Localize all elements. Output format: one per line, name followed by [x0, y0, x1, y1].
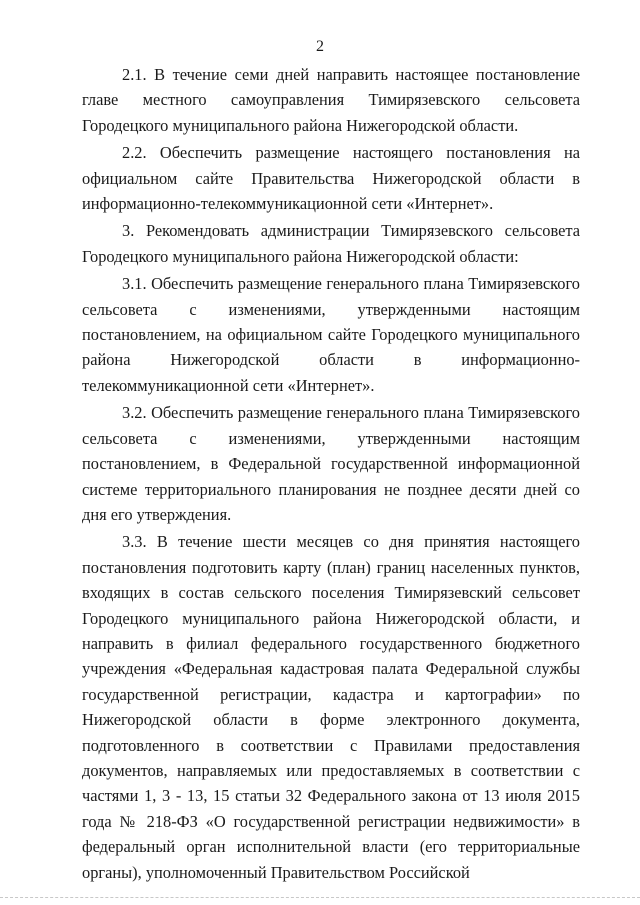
page-number: 2: [316, 38, 324, 55]
paragraph-2-2: 2.2. Обеспечить размещение настоящего постановления на официальном сайте Правительства Нижегородской области в информационно-телекоммуникационной сети «Интернет».: [82, 143, 580, 214]
paragraph-3-2: 3.2. Обеспечить размещение генерального плана Тимирязевского сельсовета с изменениями, утвержденными настоящим постановлением, в Федеральной государственной информационной системе территориального планирования не позднее десяти дней со дня его утверждения.: [82, 403, 580, 524]
paragraph-3-3: 3.3. В течение шести месяцев со дня принятия настоящего постановления подготовить карту (план) границ населенных пунктов, входящих в состав сельского поселения Тимирязевский сельсовет Городецкого муниципального района Нижегородской области, и направить в филиал федерального государственного бюджетного учреждения «Федеральная кадастровая палата Федеральной службы государственной регистрации, кадастра и картографии» по Нижегородской области в форме электронного документа, подготовленного в соответствии с Правилами предоставления документов, направляемых или предоставляемых в соответствии с частями 1, 3 - 13, 15 статьи 32 Федерального закона от 13 июля 2015 года № 218-ФЗ «О государственной регистрации недвижимости» в федеральный орган исполнительной власти (его территориальные органы), уполномоченный Правительством Российской: [82, 532, 580, 882]
paragraph-3-1: 3.1. Обеспечить размещение генерального плана Тимирязевского сельсовета с изменениями, утвержденными настоящим постановлением, на официальном сайте Городецкого муниципального района Нижегородской области в информационно-телекоммуникационной сети «Интернет».: [82, 274, 580, 395]
scan-edge-divider: [0, 897, 640, 899]
paragraph-2-1: 2.1. В течение семи дней направить настоящее постановление главе местного самоуправления Тимирязевского сельсовета Городецкого муниципального района Нижегородской области.: [82, 65, 580, 135]
document-body: [82, 62, 580, 885]
paragraph-3: 3. Рекомендовать администрации Тимирязевского сельсовета Городецкого муниципального района Нижегородской области:: [82, 221, 580, 266]
